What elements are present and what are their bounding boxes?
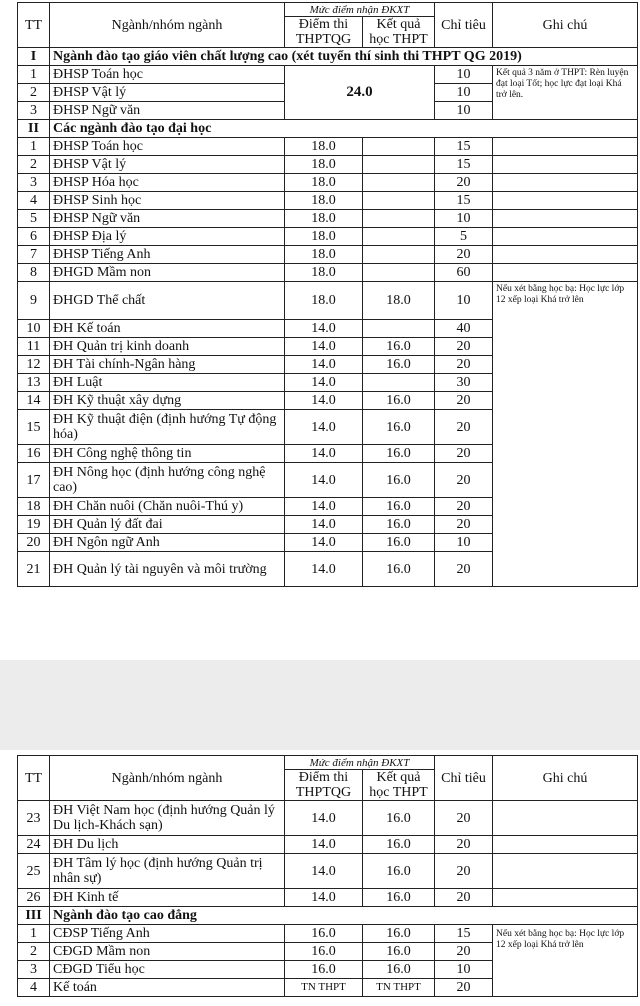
row-diem-thi: 14.0	[285, 498, 363, 516]
table-row	[18, 210, 638, 228]
row-tt: 5	[18, 210, 50, 228]
table-row	[18, 192, 638, 210]
row-ket-qua: 16.0	[363, 889, 435, 907]
row-diem-thi: 18.0	[285, 138, 363, 156]
header-tt: TT	[18, 3, 50, 48]
row-ket-qua: 16.0	[363, 854, 435, 889]
row-nganh: CĐGD Tiểu học	[50, 961, 285, 979]
header-tt: TT	[18, 756, 50, 801]
row-chi-tieu: 10	[435, 102, 493, 120]
section-number: II	[18, 120, 50, 138]
row-nganh: ĐH Du lịch	[50, 836, 285, 854]
row-tt: 3	[18, 102, 50, 120]
row-ket-qua	[363, 320, 435, 338]
admission-table-page-1	[17, 2, 638, 587]
row-tt: 23	[18, 801, 50, 836]
row-ket-qua: TN THPT	[363, 979, 435, 997]
row-chi-tieu: 20	[435, 463, 493, 498]
row-diem-thi: 18.0	[285, 228, 363, 246]
row-nganh: ĐH Quản lý tài nguyên và môi trường	[50, 552, 285, 587]
row-chi-tieu: 20	[435, 246, 493, 264]
row-diem-thi: 18.0	[285, 210, 363, 228]
section-number: I	[18, 48, 50, 66]
row-ghi-chu-empty	[493, 264, 638, 282]
row-nganh: CĐGD Mầm non	[50, 943, 285, 961]
header-nganh: Ngành/nhóm ngành	[50, 756, 285, 801]
header-ket-qua: Kết quả học THPT	[363, 770, 435, 801]
row-chi-tieu: 20	[435, 498, 493, 516]
header-diem-thi: Điểm thi THPTQG	[285, 17, 363, 48]
section-title: Ngành đào tạo cao đẳng	[50, 907, 638, 925]
table-row	[18, 925, 638, 943]
row-nganh: ĐH Việt Nam học (định hướng Quản lý Du lịch-Khách sạn)	[50, 801, 285, 836]
row-ket-qua	[363, 174, 435, 192]
row-ket-qua: 16.0	[363, 961, 435, 979]
row-ghi-chu-empty	[493, 174, 638, 192]
row-nganh: ĐH Kỹ thuật xây dựng	[50, 392, 285, 410]
row-diem-thi: 16.0	[285, 925, 363, 943]
row-nganh: ĐHSP Hóa học	[50, 174, 285, 192]
row-nganh: ĐHSP Toán học	[50, 138, 285, 156]
row-tt: 17	[18, 463, 50, 498]
row-tt: 1	[18, 66, 50, 84]
table-row	[18, 156, 638, 174]
row-chi-tieu: 10	[435, 961, 493, 979]
header-chi-tieu: Chỉ tiêu	[435, 3, 493, 48]
section-number: III	[18, 907, 50, 925]
row-diem-thi: 14.0	[285, 445, 363, 463]
row-ket-qua	[363, 374, 435, 392]
row-tt: 21	[18, 552, 50, 587]
table-row	[18, 854, 638, 889]
table-row	[18, 174, 638, 192]
row-ket-qua: 16.0	[363, 925, 435, 943]
row-chi-tieu: 20	[435, 410, 493, 445]
row-diem-thi: TN THPT	[285, 979, 363, 997]
table-row	[18, 801, 638, 836]
row-ghi-chu-empty	[493, 889, 638, 907]
row-tt: 3	[18, 174, 50, 192]
row-ghi-chu-empty	[493, 156, 638, 174]
row-tt: 20	[18, 534, 50, 552]
row-nganh: CĐSP Tiếng Anh	[50, 925, 285, 943]
row-diem-thi: 18.0	[285, 282, 363, 320]
row-ket-qua: 16.0	[363, 410, 435, 445]
row-tt: 19	[18, 516, 50, 534]
row-ket-qua: 16.0	[363, 552, 435, 587]
table-row	[18, 246, 638, 264]
row-nganh: ĐHSP Tiếng Anh	[50, 246, 285, 264]
table-row	[18, 889, 638, 907]
document-page-2	[0, 750, 640, 1006]
row-ket-qua	[363, 192, 435, 210]
section-title: Các ngành đào tạo đại học	[50, 120, 638, 138]
row-ghi-chu-empty	[493, 210, 638, 228]
table-row	[18, 282, 638, 320]
row-nganh: ĐH Luật	[50, 374, 285, 392]
row-nganh: ĐH Quản trị kinh doanh	[50, 338, 285, 356]
row-diem-thi: 18.0	[285, 156, 363, 174]
row-nganh: ĐH Công nghệ thông tin	[50, 445, 285, 463]
row-nganh: ĐHSP Vật lý	[50, 84, 285, 102]
row-nganh: ĐH Kinh tế	[50, 889, 285, 907]
row-chi-tieu: 10	[435, 282, 493, 320]
row-nganh: ĐH Chăn nuôi (Chăn nuôi-Thú y)	[50, 498, 285, 516]
row-ket-qua	[363, 210, 435, 228]
row-diem-thi: 14.0	[285, 552, 363, 587]
row-diem-thi: 14.0	[285, 410, 363, 445]
row-ket-qua: 16.0	[363, 338, 435, 356]
row-ghi-chu: Kết quả 3 năm ở THPT: Rèn luyện đạt loại Tốt; học lực đạt loại Khá trở lên.	[493, 66, 638, 120]
row-tt: 4	[18, 192, 50, 210]
row-ghi-chu-empty	[493, 854, 638, 889]
row-ket-qua: 16.0	[363, 392, 435, 410]
row-nganh: ĐH Tâm lý học (định hướng Quản trị nhân sự)	[50, 854, 285, 889]
row-ket-qua	[363, 264, 435, 282]
table-row	[18, 836, 638, 854]
row-ket-qua: 16.0	[363, 463, 435, 498]
row-tt: 25	[18, 854, 50, 889]
row-chi-tieu: 20	[435, 356, 493, 374]
row-tt: 12	[18, 356, 50, 374]
row-chi-tieu: 20	[435, 801, 493, 836]
header-diem-thi: Điểm thi THPTQG	[285, 770, 363, 801]
row-diem-thi: 14.0	[285, 854, 363, 889]
row-ket-qua: 16.0	[363, 534, 435, 552]
row-ket-qua: 16.0	[363, 498, 435, 516]
row-chi-tieu: 60	[435, 264, 493, 282]
row-tt: 14	[18, 392, 50, 410]
row-tt: 2	[18, 84, 50, 102]
row-diem-thi: 16.0	[285, 943, 363, 961]
row-diem-thi: 14.0	[285, 338, 363, 356]
row-ghi-chu-empty	[493, 246, 638, 264]
row-ghi-chu-empty	[493, 836, 638, 854]
header-chi-tieu: Chỉ tiêu	[435, 756, 493, 801]
row-nganh: ĐHSP Địa lý	[50, 228, 285, 246]
row-nganh: ĐH Kế toán	[50, 320, 285, 338]
row-diem-merged: 24.0	[285, 66, 435, 120]
table-row	[18, 228, 638, 246]
row-tt: 6	[18, 228, 50, 246]
row-diem-thi: 14.0	[285, 463, 363, 498]
row-nganh: ĐH Tài chính-Ngân hàng	[50, 356, 285, 374]
row-tt: 2	[18, 156, 50, 174]
row-chi-tieu: 15	[435, 192, 493, 210]
row-nganh: ĐHSP Ngữ văn	[50, 210, 285, 228]
header-ghi-chu: Ghi chú	[493, 756, 638, 801]
row-nganh: ĐHSP Ngữ văn	[50, 102, 285, 120]
row-chi-tieu: 20	[435, 979, 493, 997]
row-nganh: ĐHSP Toán học	[50, 66, 285, 84]
row-tt: 16	[18, 445, 50, 463]
row-chi-tieu: 20	[435, 889, 493, 907]
row-diem-thi: 14.0	[285, 516, 363, 534]
row-ket-qua: 16.0	[363, 445, 435, 463]
row-ket-qua: 16.0	[363, 801, 435, 836]
row-chi-tieu: 20	[435, 338, 493, 356]
row-tt: 3	[18, 961, 50, 979]
admission-table-page-2	[17, 755, 638, 997]
row-diem-thi: 14.0	[285, 392, 363, 410]
row-tt: 15	[18, 410, 50, 445]
row-diem-thi: 14.0	[285, 320, 363, 338]
row-chi-tieu: 20	[435, 836, 493, 854]
row-diem-thi: 18.0	[285, 246, 363, 264]
row-chi-tieu: 15	[435, 156, 493, 174]
row-ket-qua	[363, 228, 435, 246]
section-title: Ngành đào tạo giáo viên chất lượng cao (xét tuyển thí sinh thi THPT QG 2019)	[50, 48, 638, 66]
row-ket-qua	[363, 156, 435, 174]
row-diem-thi: 18.0	[285, 174, 363, 192]
row-chi-tieu: 40	[435, 320, 493, 338]
page-gap	[0, 660, 640, 750]
row-diem-thi: 16.0	[285, 961, 363, 979]
row-tt: 18	[18, 498, 50, 516]
row-ghi-chu-empty	[493, 138, 638, 156]
row-ket-qua: 16.0	[363, 943, 435, 961]
row-ket-qua: 18.0	[363, 282, 435, 320]
row-chi-tieu: 20	[435, 392, 493, 410]
row-chi-tieu: 20	[435, 174, 493, 192]
row-nganh: ĐHGD Mầm non	[50, 264, 285, 282]
row-chi-tieu: 20	[435, 445, 493, 463]
row-ket-qua: 16.0	[363, 356, 435, 374]
row-ghi-chu-empty	[493, 801, 638, 836]
row-chi-tieu: 20	[435, 516, 493, 534]
row-nganh: ĐH Nông học (định hướng công nghệ cao)	[50, 463, 285, 498]
row-diem-thi: 14.0	[285, 889, 363, 907]
header-nganh: Ngành/nhóm ngành	[50, 3, 285, 48]
row-tt: 26	[18, 889, 50, 907]
row-chi-tieu: 10	[435, 66, 493, 84]
row-diem-thi: 14.0	[285, 836, 363, 854]
header-ghi-chu: Ghi chú	[493, 3, 638, 48]
row-chi-tieu: 20	[435, 552, 493, 587]
table-row	[18, 264, 638, 282]
row-tt: 10	[18, 320, 50, 338]
row-nganh: ĐH Quản lý đất đai	[50, 516, 285, 534]
row-tt: 8	[18, 264, 50, 282]
row-tt: 11	[18, 338, 50, 356]
row-tt: 1	[18, 138, 50, 156]
row-tt: 1	[18, 925, 50, 943]
row-diem-thi: 14.0	[285, 374, 363, 392]
row-chi-tieu: 5	[435, 228, 493, 246]
row-tt: 24	[18, 836, 50, 854]
row-ghi-chu-empty	[493, 228, 638, 246]
row-tt: 2	[18, 943, 50, 961]
row-tt: 4	[18, 979, 50, 997]
row-tt: 9	[18, 282, 50, 320]
row-nganh: ĐH Ngôn ngữ Anh	[50, 534, 285, 552]
row-chi-tieu: 20	[435, 943, 493, 961]
row-ghi-chu: Nếu xét bằng học bạ: Học lực lớp 12 xếp loại Khá trở lên	[493, 282, 638, 587]
row-chi-tieu: 10	[435, 534, 493, 552]
row-chi-tieu: 10	[435, 84, 493, 102]
row-ket-qua: 16.0	[363, 516, 435, 534]
row-chi-tieu: 20	[435, 854, 493, 889]
header-ket-qua: Kết quả học THPT	[363, 17, 435, 48]
row-chi-tieu: 15	[435, 138, 493, 156]
header-muc-diem: Mức điểm nhận ĐKXT	[285, 3, 435, 17]
row-tt: 13	[18, 374, 50, 392]
row-ket-qua: 16.0	[363, 836, 435, 854]
row-chi-tieu: 10	[435, 210, 493, 228]
row-diem-thi: 14.0	[285, 356, 363, 374]
row-nganh: Kế toán	[50, 979, 285, 997]
row-tt: 7	[18, 246, 50, 264]
row-nganh: ĐHSP Vật lý	[50, 156, 285, 174]
row-diem-thi: 18.0	[285, 264, 363, 282]
row-nganh: ĐH Kỹ thuật điện (định hướng Tự động hóa)	[50, 410, 285, 445]
row-chi-tieu: 15	[435, 925, 493, 943]
table-row	[18, 138, 638, 156]
header-muc-diem: Mức điểm nhận ĐKXT	[285, 756, 435, 770]
row-nganh: ĐHGD Thể chất	[50, 282, 285, 320]
row-ket-qua	[363, 246, 435, 264]
row-ghi-chu-empty	[493, 192, 638, 210]
row-nganh: ĐHSP Sinh học	[50, 192, 285, 210]
row-ghi-chu: Nếu xét bằng học bạ: Học lực lớp 12 xếp loại Khá trở lên	[493, 925, 638, 997]
row-diem-thi: 14.0	[285, 534, 363, 552]
row-chi-tieu: 30	[435, 374, 493, 392]
row-ket-qua	[363, 138, 435, 156]
row-diem-thi: 18.0	[285, 192, 363, 210]
row-diem-thi: 14.0	[285, 801, 363, 836]
